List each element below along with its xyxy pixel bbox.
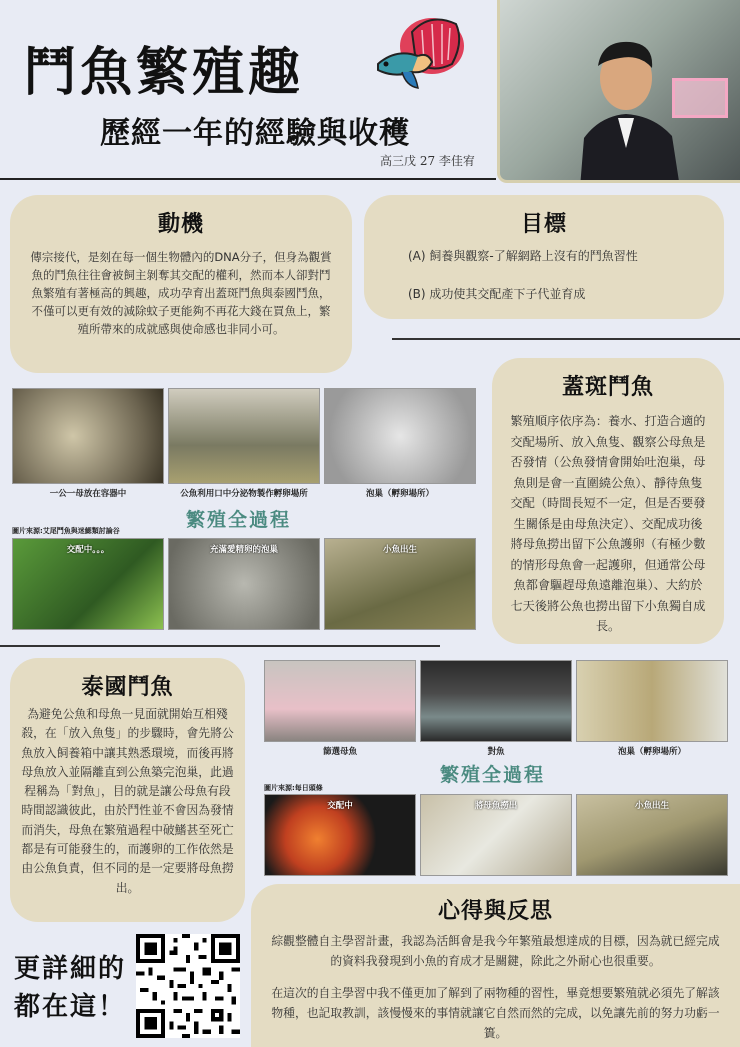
gaiban-card (492, 358, 724, 644)
thai-process-label-1: 交配中 (327, 801, 353, 811)
page-subtitle: 歷經一年的經驗與收穫 (100, 116, 410, 151)
gaiban-process-photo-3 (324, 538, 476, 630)
goal-divider (392, 338, 740, 340)
gaiban-process-label-1: 交配中。。。 (66, 545, 110, 555)
thai-photo-1 (264, 660, 416, 742)
thai-photo-2 (420, 660, 572, 742)
gaiban-process-photo-1 (12, 538, 164, 630)
more-info-line-2: 都在這！ (14, 992, 127, 1022)
fish-tank-prop (672, 78, 728, 118)
reflection-paragraph-2: 在這次的自主學習中我不僅更加了解到了兩物種的習性，畢竟想要繁殖就必須先了解該物種，也記取教訓，該慢慢來的事情就讓它自然而然的完成，以免讓先前的努力功虧一簣。 (271, 986, 720, 1040)
thai-caption-3: 泡巢（孵卵場所） (617, 747, 686, 757)
motive-heading: 動機 (157, 212, 204, 237)
thai-caption-1: 篩選母魚 (322, 747, 357, 757)
thai-heading: 泰國鬥魚 (81, 675, 174, 700)
goal-item-a: (A) 飼養與觀察-了解網路上沒有的鬥魚習性 (408, 249, 638, 263)
gaiban-process-photo-2 (168, 538, 320, 630)
qr-code-icon[interactable] (136, 934, 240, 1038)
student-photo (497, 0, 740, 183)
thai-photo-3 (576, 660, 728, 742)
goal-card (364, 195, 724, 319)
betta-fish-icon (372, 12, 468, 94)
gaiban-photo-3 (324, 388, 476, 484)
thai-body: 為避免公魚和母魚一見面就開始互相殘殺，在「放入魚隻」的步驟時，會先將公魚放入飼養箱中讓其熟悉環境，而後再將母魚放入並隔離直到公魚築完泡巢，此過程稱為「對魚」，目的就是讓公母魚有段時間認識彼此，由於鬥性並不會因為發情而消失，母魚在繁殖過程中破鰭甚至死亡都是有可能發生的，而護卵的工作依然是由公魚負責，但不同的是一定要將母魚撈出。 (21, 707, 234, 895)
thai-card (10, 658, 245, 922)
thai-process-label-3: 小魚出生 (634, 801, 669, 811)
gaiban-process-label-3: 小魚出生 (382, 545, 417, 555)
thai-process-photo-1 (264, 794, 416, 876)
gaiban-source-note: 圖片來源:艾尾鬥魚與迷鰓類討論谷 (12, 527, 120, 535)
reflection-card (251, 884, 740, 1047)
gaiban-heading: 蓋斑鬥魚 (561, 375, 654, 400)
goal-heading: 目標 (520, 212, 567, 237)
thai-process-photo-2 (420, 794, 572, 876)
gaiban-photo-2 (168, 388, 320, 484)
goal-item-b: (B) 成功使其交配產下子代並育成 (408, 287, 586, 301)
thai-source-note: 圖片來源:每日頭條 (264, 784, 323, 792)
reflection-heading: 心得與反思 (437, 899, 553, 924)
gaiban-photo-1 (12, 388, 164, 484)
author-label: 高三戊 27 李佳宥 (380, 154, 475, 168)
more-info-line-1: 更詳細的 (14, 954, 127, 984)
gaiban-caption-1: 一公一母放在容器中 (49, 489, 127, 499)
gaiban-process-label-2: 充滿愛精卵的泡巢 (209, 545, 278, 555)
more-info-text (14, 950, 126, 1026)
motive-card (10, 195, 352, 373)
reflection-paragraph-1: 綜觀整體自主學習計畫，我認為活餌會是我今年繁殖最想達成的目標，因為就已經完成的資料我發現到小魚的育成才是關鍵，除此之外耐心也很重要。 (271, 934, 720, 968)
gaiban-process-title: 繁殖全過程 (186, 509, 292, 531)
thai-process-label-2: 將母魚撈出 (474, 801, 518, 811)
thai-process-photo-3 (576, 794, 728, 876)
gaiban-caption-3: 泡巢（孵卵場所） (365, 489, 434, 499)
gaiban-caption-2: 公魚利用口中分泌物製作孵卵場所 (180, 489, 308, 499)
page-title: 鬥魚繁殖趣 (24, 43, 305, 103)
title-divider (0, 178, 496, 180)
gaiban-body: 繁殖順序依序為：養水、打造合適的交配場所、放入魚隻、觀察公母魚是否發情（公魚發情會開始吐泡巢，母魚則是會一直圍繞公魚）、靜待魚隻交配（時間長短不一定，但是否要發生關係是由母魚決定）、交配成功後將母魚撈出留下公魚護卵（有極少數的情形母魚會一起護卵，但通常公母魚都會驅趕母魚遠離泡巢）、大約於七天後將公魚也撈出留下小魚獨自成長。 (510, 414, 706, 633)
thai-caption-2: 對魚 (487, 747, 505, 757)
motive-body: 傳宗接代，是刻在每一個生物體內的DNA分子，但身為觀賞魚的鬥魚往往會被飼主剝奪其交配的權利，然而本人卻對鬥魚繁殖有著極高的興趣，成功孕育出蓋斑鬥魚與泰國鬥魚，不僅可以更有效的減除蚊子更能夠不再花大錢在買魚上，繁殖所帶來的成就感與使命感也非同小可。 (30, 250, 332, 336)
thai-process-title: 繁殖全過程 (440, 764, 546, 786)
section-divider (0, 645, 440, 647)
